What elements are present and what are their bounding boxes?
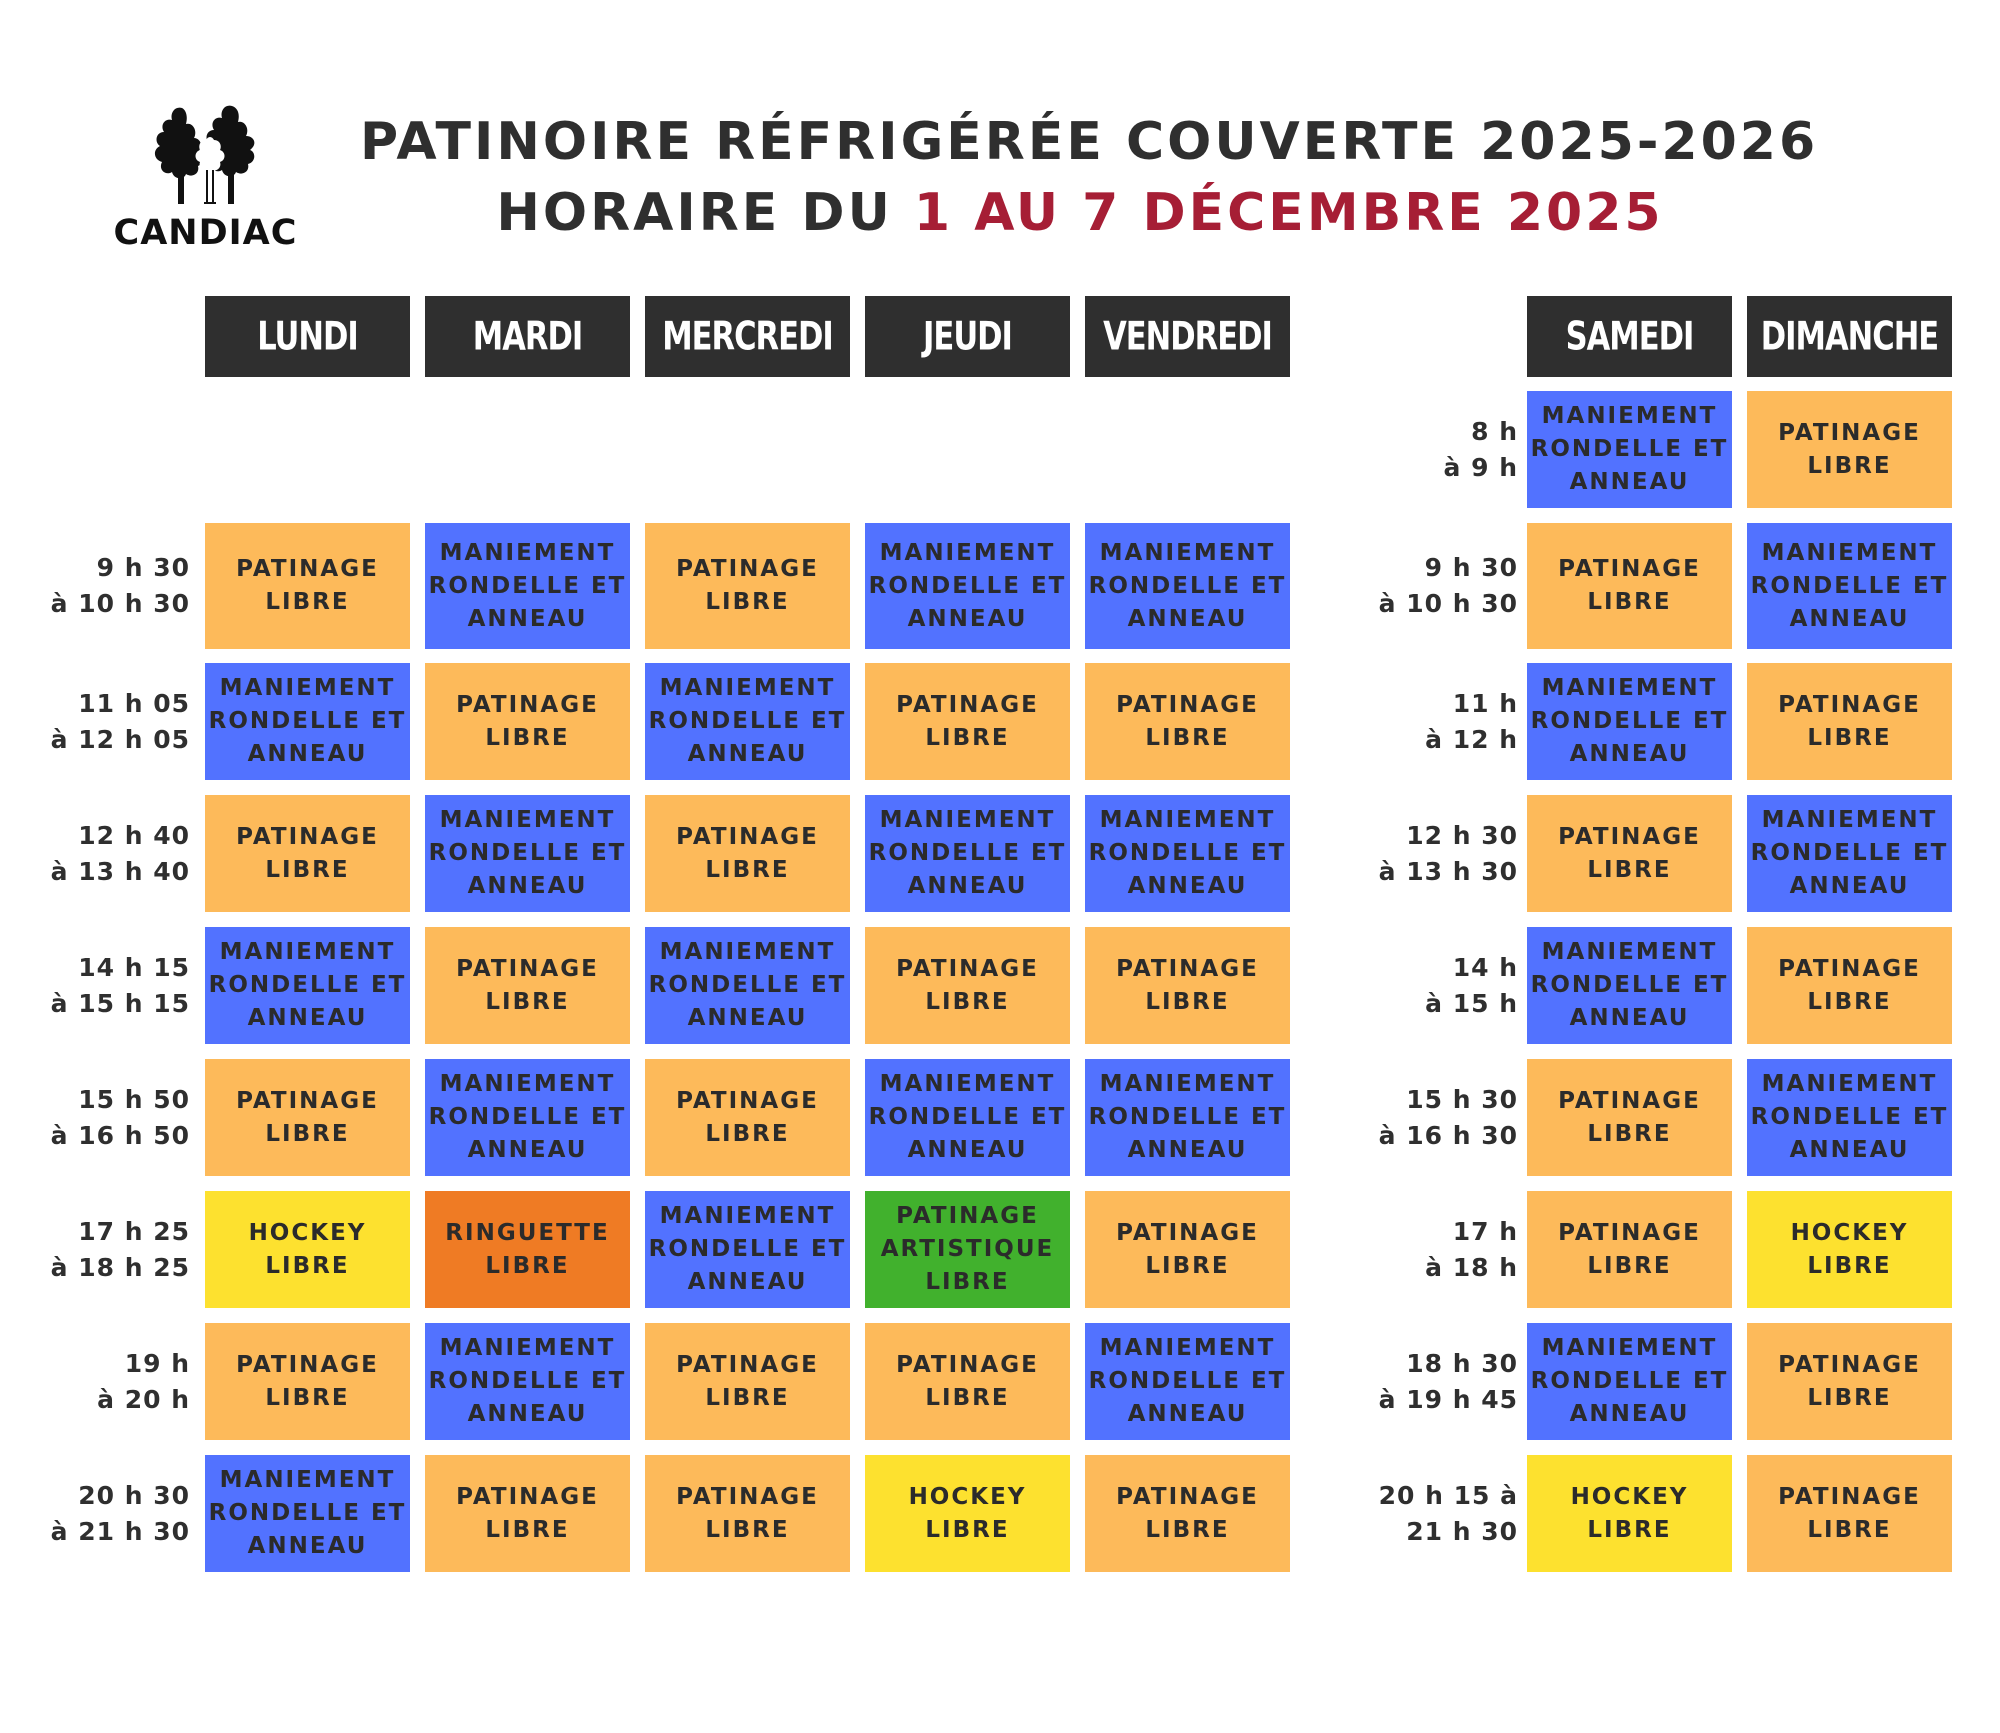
activity-cell-patinage <box>645 1455 850 1572</box>
time-label <box>51 1214 190 1286</box>
time-end: à 12 h <box>1425 724 1518 754</box>
day-header-lundi <box>205 296 410 377</box>
time-end: à 18 h <box>1425 1252 1518 1282</box>
activity-cell-maniement <box>865 795 1070 912</box>
activity-label: MANIEMENT RONDELLE ET ANNEAU <box>648 939 847 1031</box>
time-label <box>51 1082 190 1154</box>
day-header-dimanche <box>1747 296 1952 377</box>
activity-cell-hockey <box>205 1191 410 1308</box>
time-end: à 15 h <box>1425 988 1518 1018</box>
time-start: 8 h <box>1471 416 1518 446</box>
activity-label: HOCKEY LIBRE <box>908 1483 1027 1543</box>
time-label <box>1379 1478 1518 1550</box>
time-end: à 10 h 30 <box>1378 589 1518 618</box>
activity-cell-maniement <box>1527 927 1732 1044</box>
day-header-label: MARDI <box>472 313 583 360</box>
activity-cell-patinage <box>425 663 630 780</box>
time-end: à 16 h 50 <box>50 1120 190 1150</box>
logo-wordmark: CANDIAC <box>113 213 298 253</box>
oak-trees-icon <box>142 100 272 210</box>
activity-cell-patinage <box>1085 1191 1290 1308</box>
activity-label: MANIEMENT RONDELLE ET ANNEAU <box>1088 807 1287 899</box>
day-header-label: LUNDI <box>257 313 358 360</box>
activity-cell-patinage <box>205 1059 410 1176</box>
time-label <box>1379 1346 1518 1418</box>
candiac-logo <box>98 100 318 260</box>
time-start: 20 h 30 <box>78 1480 190 1510</box>
activity-label: PATINAGE LIBRE <box>1116 691 1259 751</box>
time-start: 20 h 15 à <box>1378 1480 1518 1510</box>
activity-label: MANIEMENT RONDELLE ET ANNEAU <box>208 939 407 1031</box>
activity-cell-ringuette <box>425 1191 630 1308</box>
activity-cell-maniement <box>205 1455 410 1572</box>
activity-label: HOCKEY LIBRE <box>248 1219 367 1279</box>
time-label <box>51 550 190 622</box>
activity-label: PATINAGE LIBRE <box>236 1087 379 1147</box>
time-label <box>1425 950 1518 1022</box>
activity-cell-maniement <box>205 663 410 780</box>
activity-label: MANIEMENT RONDELLE ET ANNEAU <box>1088 539 1287 632</box>
activity-cell-maniement <box>1085 1323 1290 1440</box>
time-label <box>51 686 190 758</box>
page-title: PATINOIRE RÉFRIGÉRÉE COUVERTE 2025-2026 <box>360 112 1819 172</box>
activity-cell-patinage <box>1747 663 1952 780</box>
activity-cell-patinage <box>1747 1455 1952 1572</box>
activity-label: PATINAGE LIBRE <box>676 1087 819 1147</box>
activity-label: PATINAGE LIBRE <box>1116 955 1259 1015</box>
activity-label: PATINAGE LIBRE <box>1778 1351 1921 1411</box>
time-end: 21 h 30 <box>1406 1516 1518 1546</box>
activity-label: PATINAGE LIBRE <box>676 1351 819 1411</box>
activity-label: MANIEMENT RONDELLE ET ANNEAU <box>1088 1071 1287 1163</box>
time-start: 15 h 50 <box>78 1084 190 1114</box>
activity-label: MANIEMENT RONDELLE ET ANNEAU <box>648 1203 847 1295</box>
time-end: à 10 h 30 <box>50 589 190 618</box>
activity-cell-maniement <box>1747 1059 1952 1176</box>
activity-cell-maniement <box>865 523 1070 649</box>
activity-cell-patinage <box>645 523 850 649</box>
activity-label: PATINAGE ARTISTIQUE LIBRE <box>880 1203 1055 1295</box>
time-start: 18 h 30 <box>1406 1348 1518 1378</box>
time-start: 17 h <box>1452 1216 1518 1246</box>
activity-cell-maniement <box>425 1059 630 1176</box>
activity-label: PATINAGE LIBRE <box>236 823 379 883</box>
activity-label: PATINAGE LIBRE <box>1778 691 1921 751</box>
time-label <box>97 1346 190 1418</box>
activity-label: MANIEMENT RONDELLE ET ANNEAU <box>428 807 627 899</box>
activity-cell-patinage <box>1747 1323 1952 1440</box>
time-start: 17 h 25 <box>78 1216 190 1246</box>
activity-cell-artistique <box>865 1191 1070 1308</box>
time-label <box>1379 550 1518 622</box>
activity-cell-patinage <box>1085 663 1290 780</box>
activity-cell-patinage <box>1085 927 1290 1044</box>
activity-cell-patinage <box>205 795 410 912</box>
page-subtitle <box>360 183 1800 243</box>
activity-cell-maniement <box>1527 663 1732 780</box>
activity-cell-patinage <box>645 1323 850 1440</box>
time-start: 14 h 15 <box>78 952 190 982</box>
activity-label: HOCKEY LIBRE <box>1570 1483 1689 1543</box>
activity-cell-maniement <box>1527 391 1732 508</box>
activity-label: PATINAGE LIBRE <box>1558 1219 1701 1279</box>
activity-label: MANIEMENT RONDELLE ET ANNEAU <box>1088 1335 1287 1427</box>
activity-cell-maniement <box>645 663 850 780</box>
activity-label: PATINAGE LIBRE <box>236 1351 379 1411</box>
activity-cell-patinage <box>1085 1455 1290 1572</box>
activity-label: PATINAGE LIBRE <box>456 1483 599 1543</box>
time-label <box>51 818 190 890</box>
time-start: 9 h 30 <box>1424 553 1518 582</box>
time-end: à 12 h 05 <box>50 724 190 754</box>
activity-label: MANIEMENT RONDELLE ET ANNEAU <box>208 675 407 767</box>
time-label <box>1444 414 1518 486</box>
activity-label: MANIEMENT RONDELLE ET ANNEAU <box>1530 675 1729 767</box>
activity-label: PATINAGE LIBRE <box>1778 955 1921 1015</box>
time-start: 11 h 05 <box>78 688 190 718</box>
time-start: 14 h <box>1452 952 1518 982</box>
activity-label: MANIEMENT RONDELLE ET ANNEAU <box>1530 1335 1729 1427</box>
activity-label: MANIEMENT RONDELLE ET ANNEAU <box>428 539 627 632</box>
activity-cell-maniement <box>645 1191 850 1308</box>
activity-label: PATINAGE LIBRE <box>896 691 1039 751</box>
activity-label: MANIEMENT RONDELLE ET ANNEAU <box>428 1335 627 1427</box>
time-end: à 15 h 15 <box>50 988 190 1018</box>
activity-cell-patinage <box>865 1323 1070 1440</box>
activity-label: RINGUETTE LIBRE <box>445 1219 610 1279</box>
activity-cell-maniement <box>1747 795 1952 912</box>
subtitle-date-range: 1 AU 7 DÉCEMBRE 2025 <box>913 183 1664 243</box>
time-label <box>1379 818 1518 890</box>
time-start: 12 h 40 <box>78 820 190 850</box>
activity-cell-maniement <box>1085 523 1290 649</box>
day-header-label: MERCREDI <box>662 313 833 360</box>
activity-cell-maniement <box>1747 523 1952 649</box>
activity-cell-patinage <box>1747 927 1952 1044</box>
time-label <box>1379 1082 1518 1154</box>
activity-cell-maniement <box>1527 1323 1732 1440</box>
time-start: 15 h 30 <box>1406 1084 1518 1114</box>
activity-cell-hockey <box>1747 1191 1952 1308</box>
time-label <box>51 950 190 1022</box>
activity-label: PATINAGE LIBRE <box>1558 556 1701 615</box>
activity-cell-maniement <box>425 1323 630 1440</box>
day-header-vendredi <box>1085 296 1290 377</box>
activity-cell-patinage <box>645 1059 850 1176</box>
time-end: à 18 h 25 <box>50 1252 190 1282</box>
activity-label: PATINAGE LIBRE <box>236 556 379 615</box>
day-header-label: DIMANCHE <box>1760 313 1939 360</box>
activity-cell-patinage <box>425 927 630 1044</box>
activity-label: MANIEMENT RONDELLE ET ANNEAU <box>1750 539 1949 632</box>
activity-label: PATINAGE LIBRE <box>676 823 819 883</box>
subtitle-prefix: HORAIRE DU <box>496 183 914 243</box>
activity-cell-hockey <box>1527 1455 1732 1572</box>
day-header-jeudi <box>865 296 1070 377</box>
activity-label: MANIEMENT RONDELLE ET ANNEAU <box>1750 807 1949 899</box>
activity-label: PATINAGE LIBRE <box>1116 1483 1259 1543</box>
activity-cell-maniement <box>205 927 410 1044</box>
activity-label: MANIEMENT RONDELLE ET ANNEAU <box>868 1071 1067 1163</box>
activity-cell-maniement <box>1085 1059 1290 1176</box>
activity-label: PATINAGE LIBRE <box>896 955 1039 1015</box>
day-header-mercredi <box>645 296 850 377</box>
activity-label: PATINAGE LIBRE <box>1558 1087 1701 1147</box>
activity-cell-maniement <box>425 795 630 912</box>
time-end: à 21 h 30 <box>50 1516 190 1546</box>
activity-label: HOCKEY LIBRE <box>1790 1219 1909 1279</box>
day-header-label: VENDREDI <box>1103 313 1272 360</box>
activity-cell-maniement <box>865 1059 1070 1176</box>
activity-label: PATINAGE LIBRE <box>896 1351 1039 1411</box>
activity-label: MANIEMENT RONDELLE ET ANNEAU <box>1530 403 1729 495</box>
activity-label: PATINAGE LIBRE <box>1558 823 1701 883</box>
time-label <box>1425 1214 1518 1286</box>
activity-label: PATINAGE LIBRE <box>1778 419 1921 479</box>
activity-cell-patinage <box>865 663 1070 780</box>
activity-label: MANIEMENT RONDELLE ET ANNEAU <box>868 807 1067 899</box>
activity-cell-maniement <box>1085 795 1290 912</box>
time-end: à 13 h 40 <box>50 856 190 886</box>
day-header-samedi <box>1527 296 1732 377</box>
activity-cell-patinage <box>1527 1191 1732 1308</box>
time-end: à 19 h 45 <box>1378 1384 1518 1414</box>
time-end: à 16 h 30 <box>1378 1120 1518 1150</box>
time-end: à 9 h <box>1443 452 1518 482</box>
activity-cell-patinage <box>645 795 850 912</box>
activity-cell-patinage <box>1747 391 1952 508</box>
time-end: à 20 h <box>97 1384 190 1414</box>
time-start: 12 h 30 <box>1406 820 1518 850</box>
time-start: 19 h <box>124 1348 190 1378</box>
activity-label: PATINAGE LIBRE <box>676 556 819 615</box>
time-label <box>51 1478 190 1550</box>
time-start: 11 h <box>1452 688 1518 718</box>
day-header-label: SAMEDI <box>1565 313 1694 360</box>
activity-cell-patinage <box>1527 523 1732 649</box>
activity-label: PATINAGE LIBRE <box>1116 1219 1259 1279</box>
activity-cell-hockey <box>865 1455 1070 1572</box>
activity-label: MANIEMENT RONDELLE ET ANNEAU <box>1530 939 1729 1031</box>
activity-cell-maniement <box>645 927 850 1044</box>
activity-cell-patinage <box>425 1455 630 1572</box>
activity-label: MANIEMENT RONDELLE ET ANNEAU <box>428 1071 627 1163</box>
activity-cell-patinage <box>865 927 1070 1044</box>
activity-label: PATINAGE LIBRE <box>1778 1483 1921 1543</box>
time-label <box>1425 686 1518 758</box>
activity-cell-patinage <box>205 1323 410 1440</box>
activity-cell-patinage <box>1527 1059 1732 1176</box>
day-header-label: JEUDI <box>923 313 1012 360</box>
activity-label: PATINAGE LIBRE <box>676 1483 819 1543</box>
activity-cell-patinage <box>205 523 410 649</box>
time-start: 9 h 30 <box>96 553 190 582</box>
activity-cell-patinage <box>1527 795 1732 912</box>
activity-label: MANIEMENT RONDELLE ET ANNEAU <box>1750 1071 1949 1163</box>
time-end: à 13 h 30 <box>1378 856 1518 886</box>
activity-label: PATINAGE LIBRE <box>456 691 599 751</box>
day-header-mardi <box>425 296 630 377</box>
activity-cell-maniement <box>425 523 630 649</box>
activity-label: PATINAGE LIBRE <box>456 955 599 1015</box>
activity-label: MANIEMENT RONDELLE ET ANNEAU <box>648 675 847 767</box>
activity-label: MANIEMENT RONDELLE ET ANNEAU <box>868 539 1067 632</box>
activity-label: MANIEMENT RONDELLE ET ANNEAU <box>208 1467 407 1559</box>
